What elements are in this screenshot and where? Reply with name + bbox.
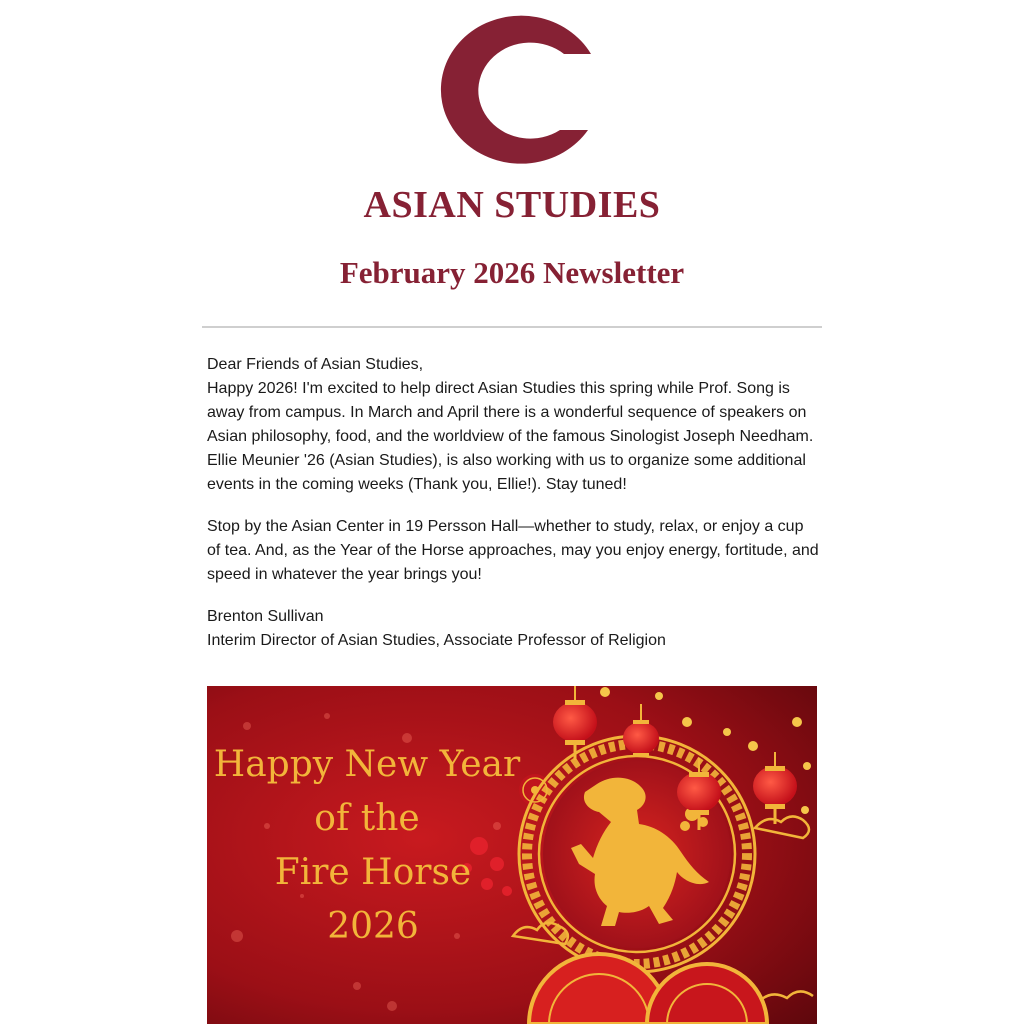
banner-line-3: Fire Horse	[274, 852, 472, 893]
letter-greeting: Dear Friends of Asian Studies,	[207, 356, 424, 373]
banner-graphic	[207, 686, 817, 1024]
banner-line-2: of the	[314, 798, 420, 839]
signature-name: Brenton Sullivan	[207, 608, 324, 625]
letter-paragraph-2: Stop by the Asian Center in 19 Persson Hall—whether to study, relax, or enjoy a cup of tea. And, as the Year of the Horse approaches, may you enjoy energy, fortitude, and speed in whatever the year brings you!	[207, 518, 819, 583]
header-divider	[202, 326, 822, 328]
newsletter-title: February 2026 Newsletter	[339, 255, 685, 290]
signature-title: Interim Director of Asian Studies, Associate Professor of Religion	[207, 632, 666, 649]
department-title: ASIAN STUDIES	[363, 184, 661, 226]
colgate-c-logo	[430, 12, 594, 166]
letter-body	[207, 353, 821, 671]
c-logo-icon	[430, 12, 594, 166]
letter-paragraph-1: Happy 2026! I'm excited to help direct Asian Studies this spring while Prof. Song is away from campus. In March and April there is a wonderful sequence of speakers on Asian philosophy, food, and the worldview of the famous Sinologist Joseph Needham. Ellie Meunier '26 (Asian Studies), is also working with us to organize some additional events in the coming weeks (Thank you, Ellie!). Stay tuned!	[207, 380, 814, 493]
year-of-horse-banner	[207, 686, 817, 1024]
banner-line-1: Happy New Year	[213, 744, 521, 785]
banner-line-4: 2026	[327, 906, 419, 947]
horse-medallion	[519, 736, 755, 972]
